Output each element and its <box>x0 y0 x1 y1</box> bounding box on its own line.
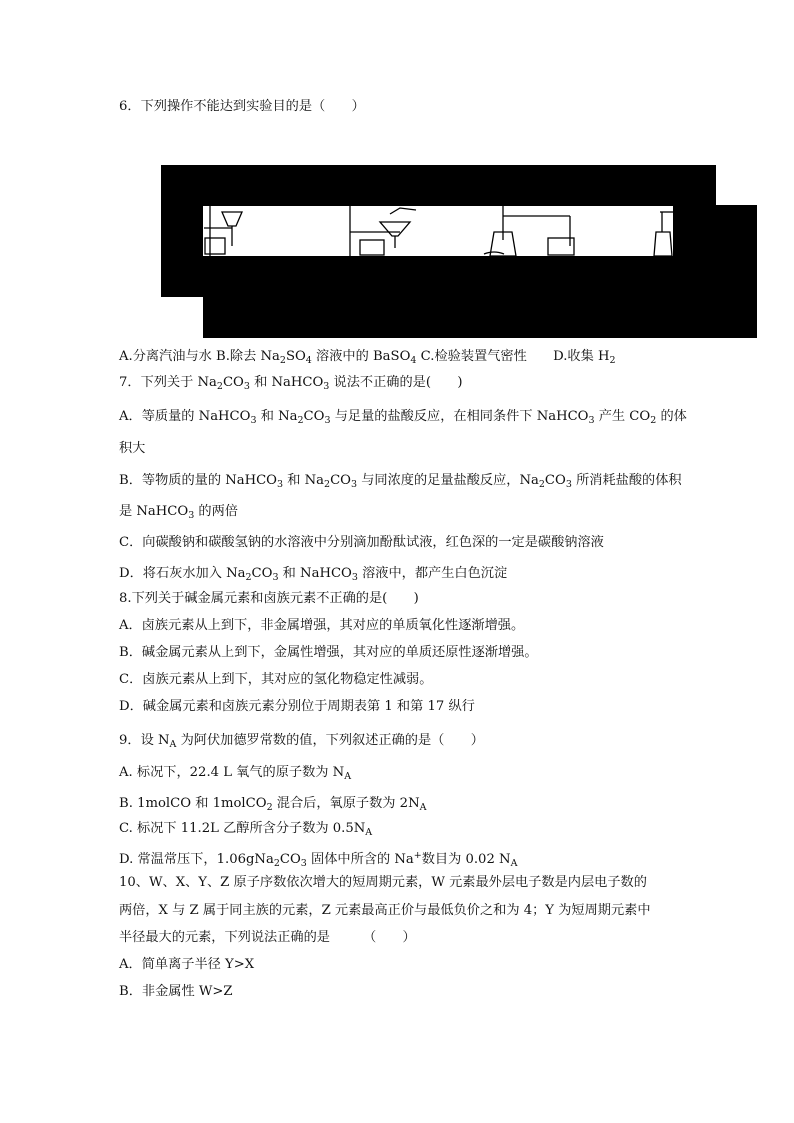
q8-option-d: D．碱金属元素和卤族元素分别位于周期表第 1 和第 17 纵行 <box>119 699 475 714</box>
q8-option-a: A．卤族元素从上到下，非金属增强，其对应的单质氧化性逐渐增强。 <box>119 618 525 633</box>
subscript: A <box>169 739 177 750</box>
text: 为阿伏加德罗常数的值，下列叙述正确的是（ ） <box>176 733 484 748</box>
text: 的两倍 <box>194 504 238 519</box>
q7-option-d <box>119 565 507 587</box>
subscript: 3 <box>323 381 330 392</box>
q6-option-cd-text: C.检验装置气密性 D.收集 H <box>416 349 610 364</box>
q10-stem-line1: 10、W、X、Y、Z 原子序数依次增大的短周期元素，W 元素最外层电子数是内层电子数的 <box>119 875 647 890</box>
q7-option-a-line2: 积大 <box>119 441 146 456</box>
q10-stem-line2: 两倍，X 与 Z 属于同主族的元素，Z 元素最高正价与最低负价之和为 4；Y 为短周期元素中 <box>119 903 651 918</box>
text: 和 NaHCO <box>278 566 352 581</box>
text: A. 标况下，22.4 L 氧气的原子数为 N <box>119 765 345 780</box>
text: CO <box>222 375 244 390</box>
subscript: 2 <box>266 802 273 813</box>
text: CO <box>330 473 351 488</box>
subscript: 2 <box>245 572 252 583</box>
text: A．等质量的 NaHCO <box>119 409 251 424</box>
q7-option-b-line1 <box>119 472 682 494</box>
text: 是 NaHCO <box>119 504 189 519</box>
text: 7．下列关于 Na <box>119 375 217 390</box>
text: 和 NaHCO <box>249 375 324 390</box>
text: 的体 <box>656 409 687 424</box>
q9-option-d <box>119 847 517 873</box>
figure-window <box>203 206 673 256</box>
subscript: 2 <box>609 355 616 366</box>
text: 固体中所含的 Na <box>306 852 414 867</box>
subscript: 2 <box>324 479 331 490</box>
subscript: 3 <box>351 572 358 583</box>
text: 说法不正确的是( ) <box>329 375 463 390</box>
text: CO <box>279 852 301 867</box>
subscript: 3 <box>565 479 572 490</box>
q7-option-a-line1 <box>119 408 687 430</box>
text: CO <box>303 409 325 424</box>
subscript: 3 <box>188 510 195 521</box>
subscript: 3 <box>300 858 307 869</box>
subscript: 2 <box>650 415 657 426</box>
q9-option-b <box>119 795 426 817</box>
subscript: 3 <box>277 479 284 490</box>
q6-options <box>119 348 616 370</box>
subscript: 4 <box>305 355 312 366</box>
subscript: A <box>365 827 373 838</box>
subscript: 4 <box>410 355 417 366</box>
subscript: 3 <box>588 415 595 426</box>
subscript: 2 <box>279 355 286 366</box>
q7-option-c: C．向碳酸钠和碳酸氢钠的水溶液中分别滴加酚酞试液，红色深的一定是碳酸钠溶液 <box>119 535 604 550</box>
q9-stem <box>119 732 484 754</box>
subscript: 3 <box>250 415 257 426</box>
text: B．等物质的量的 NaHCO <box>119 473 277 488</box>
q7-option-b-line2 <box>119 503 238 525</box>
q10-stem-line3: 半径最大的元素，下列说法正确的是 （ ） <box>119 930 416 945</box>
text: 所消耗盐酸的体积 <box>571 473 682 488</box>
subscript: A <box>344 771 352 782</box>
q7-stem <box>119 374 463 396</box>
q10-option-b: B．非金属性 W>Z <box>119 984 233 999</box>
text: B. 1molCO 和 1molCO <box>119 796 267 811</box>
subscript: 3 <box>350 479 358 490</box>
q6-option-a-text: A.分离汽油与水 B.除去 Na <box>119 349 280 364</box>
q6-apparatus-figure <box>0 0 794 345</box>
text: 9．设 N <box>119 733 170 748</box>
q9-option-c <box>119 820 372 842</box>
text: 和 Na <box>283 473 325 488</box>
text: 产生 CO <box>594 409 651 424</box>
text: 溶液中，都产生白色沉淀 <box>357 566 508 581</box>
figure-right-block <box>716 205 757 338</box>
q8-option-b: B．碱金属元素从上到下，金属性增强，其对应的单质还原性逐渐增强。 <box>119 645 538 660</box>
text: 和 Na <box>256 409 298 424</box>
q6-stem: 6．下列操作不能达到实验目的是（ ） <box>119 99 365 114</box>
subscript: 2 <box>216 381 223 392</box>
text: CO <box>251 566 273 581</box>
text: CO <box>544 473 566 488</box>
figure-bottom-block <box>203 297 716 338</box>
text: C. 标况下 11.2L 乙醇所含分子数为 0.5N <box>119 821 366 836</box>
text: 与同浓度的足量盐酸反应，Na <box>357 473 539 488</box>
subscript: A <box>419 802 427 813</box>
subscript: A <box>510 858 518 869</box>
subscript: 3 <box>324 415 331 426</box>
text: 数目为 0.02 N <box>421 852 511 867</box>
subscript: 3 <box>272 572 279 583</box>
text: D．将石灰水加入 Na <box>119 566 246 581</box>
text: 与足量的盐酸反应，在相同条件下 NaHCO <box>330 409 589 424</box>
subscript: 3 <box>243 381 250 392</box>
q10-option-a: A．简单离子半径 Y>X <box>119 957 255 972</box>
q9-option-a <box>119 764 351 786</box>
subscript: 2 <box>538 479 545 490</box>
text: D. 常温常压下，1.06gNa <box>119 852 274 867</box>
subscript: 2 <box>273 858 280 869</box>
q8-option-c: C．卤族元素从上到下，其对应的氢化物稳定性减弱。 <box>119 672 433 687</box>
superscript: + <box>413 850 422 861</box>
q6-option-b-text: SO <box>285 349 306 364</box>
text: 混合后，氧原子数为 2N <box>272 796 420 811</box>
q8-stem: 8.下列关于碱金属元素和卤族元素不正确的是( ) <box>119 591 419 606</box>
q6-option-b-text-2: 溶液中的 BaSO <box>311 349 411 364</box>
subscript: 2 <box>297 415 304 426</box>
